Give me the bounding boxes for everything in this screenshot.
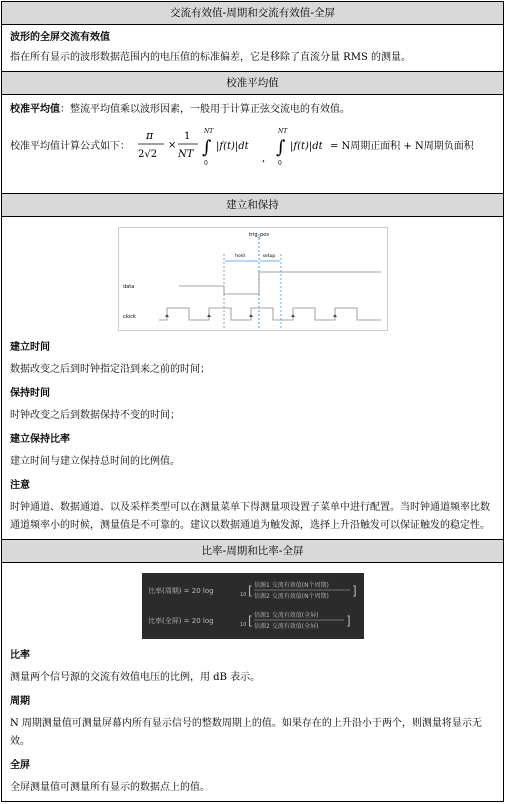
item-text: N 周期测量值可测量屏幕内所有显示信号的整数周期上的值。如果存在的上升沿小于两个，则测量将显示无效。 — [10, 718, 482, 747]
svg-text:10: 10 — [239, 622, 246, 628]
item-heading: 注意 — [10, 480, 30, 491]
section-body-ratio — [2, 563, 503, 801]
ratio-formula-image — [142, 573, 364, 639]
svg-text:1: 1 — [184, 131, 191, 142]
item-text: 测量两个信号源的交流有效值电压的比例，用 dB 表示。 — [10, 672, 261, 683]
clock-label: clock — [122, 314, 136, 320]
trig-pos-label: trig_pos — [248, 232, 269, 238]
item-heading: 建立保持比率 — [10, 434, 70, 445]
svg-text:|f(t)|dt: |f(t)|dt — [216, 141, 249, 152]
svg-text:[: [ — [247, 584, 253, 598]
item-heading: 全屏 — [10, 760, 30, 771]
svg-text:,: , — [262, 153, 266, 164]
item-text: 数据改变之后到时钟指定沿到来之前的时间； — [10, 364, 210, 375]
eq2-left: 比率(全屏) = 20 log — [147, 617, 214, 625]
svg-text:]: ] — [351, 584, 357, 598]
svg-text:NT: NT — [278, 128, 288, 135]
item-text: 建立时间与建立保持总时间的比例值。 — [10, 456, 180, 467]
measurement-table — [1, 1, 504, 802]
eq1-den: 信源2 交流有效值(N个周期) — [253, 593, 329, 600]
svg-text:NT: NT — [204, 128, 214, 135]
svg-text:×: × — [168, 140, 177, 151]
item-fullscreen — [10, 757, 495, 797]
svg-text:10: 10 — [239, 592, 246, 598]
section-header-ac-rms: 交流有效值-周期和交流有效值-全屏 — [2, 2, 503, 25]
item-note — [10, 477, 495, 535]
eq1-num: 信源1 交流有效值(N个周期) — [253, 582, 329, 589]
subheading: 波形的全屏交流有效值 — [10, 32, 110, 43]
hold-label: hold — [234, 254, 245, 259]
paragraph: 指在所有显示的波形数据范围内的电压值的标准偏差，它是移除了直流分量 RMS 的测量。 — [10, 52, 411, 63]
svg-text:0: 0 — [204, 160, 208, 167]
eq1-left: 比率(周期) = 20 log — [147, 587, 214, 595]
ratio-items — [10, 647, 495, 797]
section-header-ratio: 比率-周期和比率-全屏 — [2, 540, 503, 563]
svg-text:[: [ — [247, 614, 253, 628]
formula-label: 校准平均值计算公式如下： — [10, 141, 130, 152]
item-hold-time — [10, 385, 495, 425]
svg-text:2√2: 2√2 — [138, 149, 158, 160]
svg-text:π: π — [146, 129, 154, 142]
item-heading: 比率 — [10, 650, 30, 661]
section-body-ac-rms — [2, 25, 503, 72]
formula-tail: = N周期正面积 + N周期负面积 — [330, 141, 474, 152]
item-heading: 建立时间 — [10, 342, 50, 353]
svg-text:NT: NT — [178, 149, 194, 160]
section-header-calibrated-average: 校准平均值 — [2, 72, 503, 95]
eq2-den: 信源2 交流有效值(全屏) — [253, 623, 318, 630]
data-label: data — [122, 284, 134, 290]
setup-hold-items — [10, 339, 495, 535]
item-text: 全屏测量值可测量所有显示的数据点上的值。 — [10, 782, 210, 793]
setup-hold-timing-diagram — [118, 227, 388, 331]
svg-text:∫: ∫ — [276, 137, 286, 158]
eq2-num: 信源1 交流有效值(全屏) — [253, 612, 318, 619]
section-header-setup-hold: 建立和保持 — [2, 194, 503, 217]
formula-row — [10, 125, 495, 169]
item-text: 时钟通道、数据通道、以及采样类型可以在测量菜单下得测量项设置子菜单中进行配置。当时钟通道频率比数通道频率小的时候，测量值是不可靠的。建议以数据通道为触发源，选择上升沿触发可以保证触发的稳定性。 — [10, 502, 490, 531]
item-heading: 周期 — [10, 696, 30, 707]
section-body-setup-hold — [2, 217, 503, 540]
svg-text:∫: ∫ — [202, 137, 212, 158]
definition-text: ：整流平均值乘以波形因素，一般用于计算正弦交流电的有效值。 — [60, 104, 350, 115]
item-heading: 保持时间 — [10, 388, 50, 399]
item-text: 时钟改变之后到数据保持不变的时间； — [10, 410, 180, 421]
svg-text:|f(t)|dt: |f(t)|dt — [290, 141, 323, 152]
item-setup-hold-ratio — [10, 431, 495, 471]
item-setup-time — [10, 339, 495, 379]
definition-term: 校准平均值 — [10, 104, 60, 115]
definition-line — [10, 101, 495, 119]
item-ratio — [10, 647, 495, 687]
setup-label: setup — [262, 254, 275, 259]
section-body-calibrated-average — [2, 95, 503, 194]
item-period — [10, 693, 495, 751]
svg-text:]: ] — [345, 614, 351, 628]
svg-text:0: 0 — [278, 160, 282, 167]
